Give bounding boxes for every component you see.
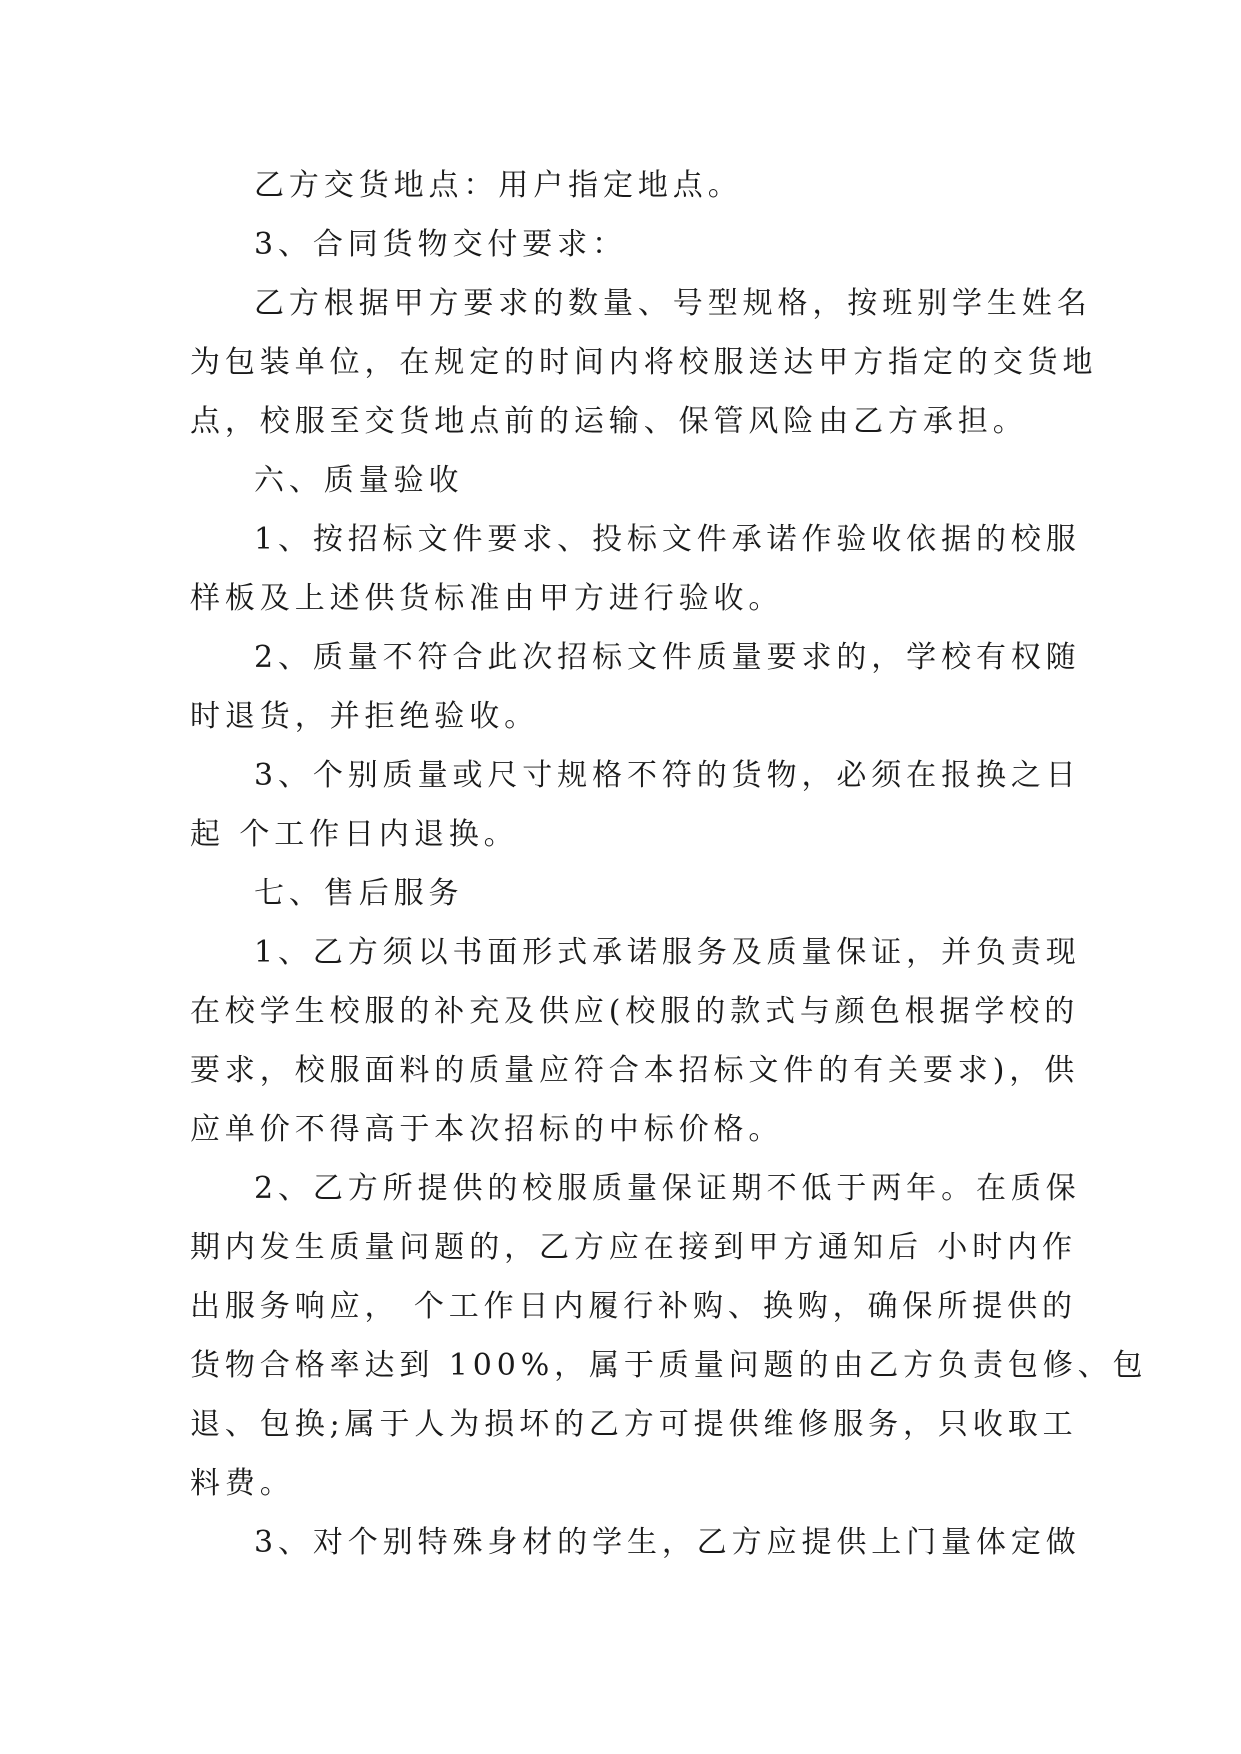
document-body xyxy=(190,156,1148,1572)
text-line: 1、按招标文件要求、投标文件承诺作验收依据的校服 xyxy=(254,522,1081,557)
paragraph xyxy=(190,1159,1148,1513)
text-line: 2、质量不符合此次招标文件质量要求的，学校有权随 xyxy=(254,640,1081,675)
paragraph xyxy=(190,1513,1081,1572)
text-line: 乙方交货地点：用户指定地点。 xyxy=(254,168,743,203)
text-line: 起 个工作日内退换。 xyxy=(190,817,519,852)
text-line: 点，校服至交货地点前的运输、保管风险由乙方承担。 xyxy=(190,404,1028,439)
text-line: 退、包换;属于人为损坏的乙方可提供维修服务，只收取工 xyxy=(190,1407,1078,1442)
text-line: 3、个别质量或尺寸规格不符的货物，必须在报换之日 xyxy=(254,758,1081,793)
text-line: 3、对个别特殊身材的学生，乙方应提供上门量体定做 xyxy=(254,1525,1081,1560)
paragraph xyxy=(190,510,1081,628)
text-line: 应单价不得高于本次招标的中标价格。 xyxy=(190,1112,784,1147)
text-line: 七、售后服务 xyxy=(254,876,464,911)
text-line: 料费。 xyxy=(190,1466,295,1501)
paragraph xyxy=(190,274,1098,451)
text-line: 为包装单位，在规定的时间内将校服送达甲方指定的交货地 xyxy=(190,345,1098,380)
text-line: 六、质量验收 xyxy=(254,463,464,498)
text-line: 在校学生校服的补充及供应(校服的款式与颜色根据学校的 xyxy=(190,994,1080,1029)
text-line: 要求，校服面料的质量应符合本招标文件的有关要求)，供 xyxy=(190,1053,1080,1088)
paragraph xyxy=(190,215,1056,274)
paragraph xyxy=(190,451,1056,510)
text-line: 1、乙方须以书面形式承诺服务及质量保证，并负责现 xyxy=(254,935,1081,970)
text-line: 期内发生质量问题的，乙方应在接到甲方通知后 小时内作 xyxy=(190,1230,1077,1265)
paragraph xyxy=(190,746,1081,864)
text-line: 2、乙方所提供的校服质量保证期不低于两年。在质保 xyxy=(254,1171,1081,1206)
text-line: 出服务响应， 个工作日内履行补购、换购，确保所提供的 xyxy=(190,1289,1077,1324)
paragraph xyxy=(190,628,1081,746)
text-line: 3、合同货物交付要求： xyxy=(254,227,627,262)
text-line: 乙方根据甲方要求的数量、号型规格，按班别学生姓名 xyxy=(254,286,1092,321)
text-line: 货物合格率达到 100%，属于质量问题的由乙方负责包修、包 xyxy=(190,1348,1148,1383)
paragraph xyxy=(190,864,1056,923)
text-line: 样板及上述供货标准由甲方进行验收。 xyxy=(190,581,784,616)
paragraph xyxy=(190,156,1056,215)
text-line: 时退货，并拒绝验收。 xyxy=(190,699,539,734)
paragraph xyxy=(190,923,1081,1159)
